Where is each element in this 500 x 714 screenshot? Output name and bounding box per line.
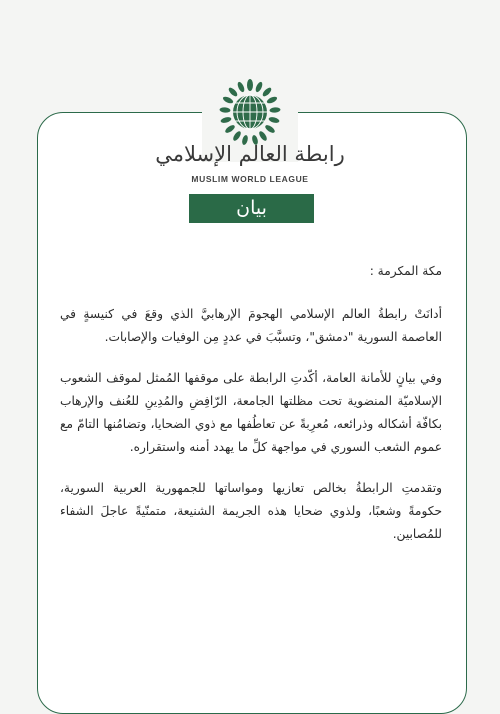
org-name-english: MUSLIM WORLD LEAGUE [191, 174, 309, 184]
paragraph: وتقدمتِ الرابطةُ بخالص تعازيها ومواساتها للجمهورية العربية السورية، حكومةً وشعبًا، ولذوي ضحايا هذه الجريمة الشنيعة، متمنّيةً عاجلَ الشفاء للمُصابين. [60, 481, 442, 541]
greeting: مكة المكرمة : [369, 264, 442, 278]
statement-body [60, 260, 442, 564]
paragraph: أدانَتْ رابطةُ العالم الإسلامي الهجومَ الإرهابيَّ الذي وقعَ في كنيسةٍ في العاصمة السورية "دمشق"، وتسبَّبَ في عددٍ مِن الوفيات والإصابات. [60, 307, 442, 344]
org-name-arabic: رابطة العالم الإسلامي [155, 142, 345, 166]
statement-title: بيان [189, 194, 314, 223]
paragraph: وفي بيانٍ للأمانة العامة، أكّدتِ الرابطة على موقفها المُمثل لموقف الشعوب الإسلاميّة المنضوية تحت مظلتها الجامعة، الرّافِضِ والمُدِينِ للعُنف والإرهاب بكافّة أشكاله وذرائعه، مُعرِبةً عن تعاطُفها مع ذوي الضحايا، وتضامُنها التامّ مع عموم الشعب السوري في مواجهة كلِّ ما يهدد أمنه واستقراره. [60, 371, 442, 454]
